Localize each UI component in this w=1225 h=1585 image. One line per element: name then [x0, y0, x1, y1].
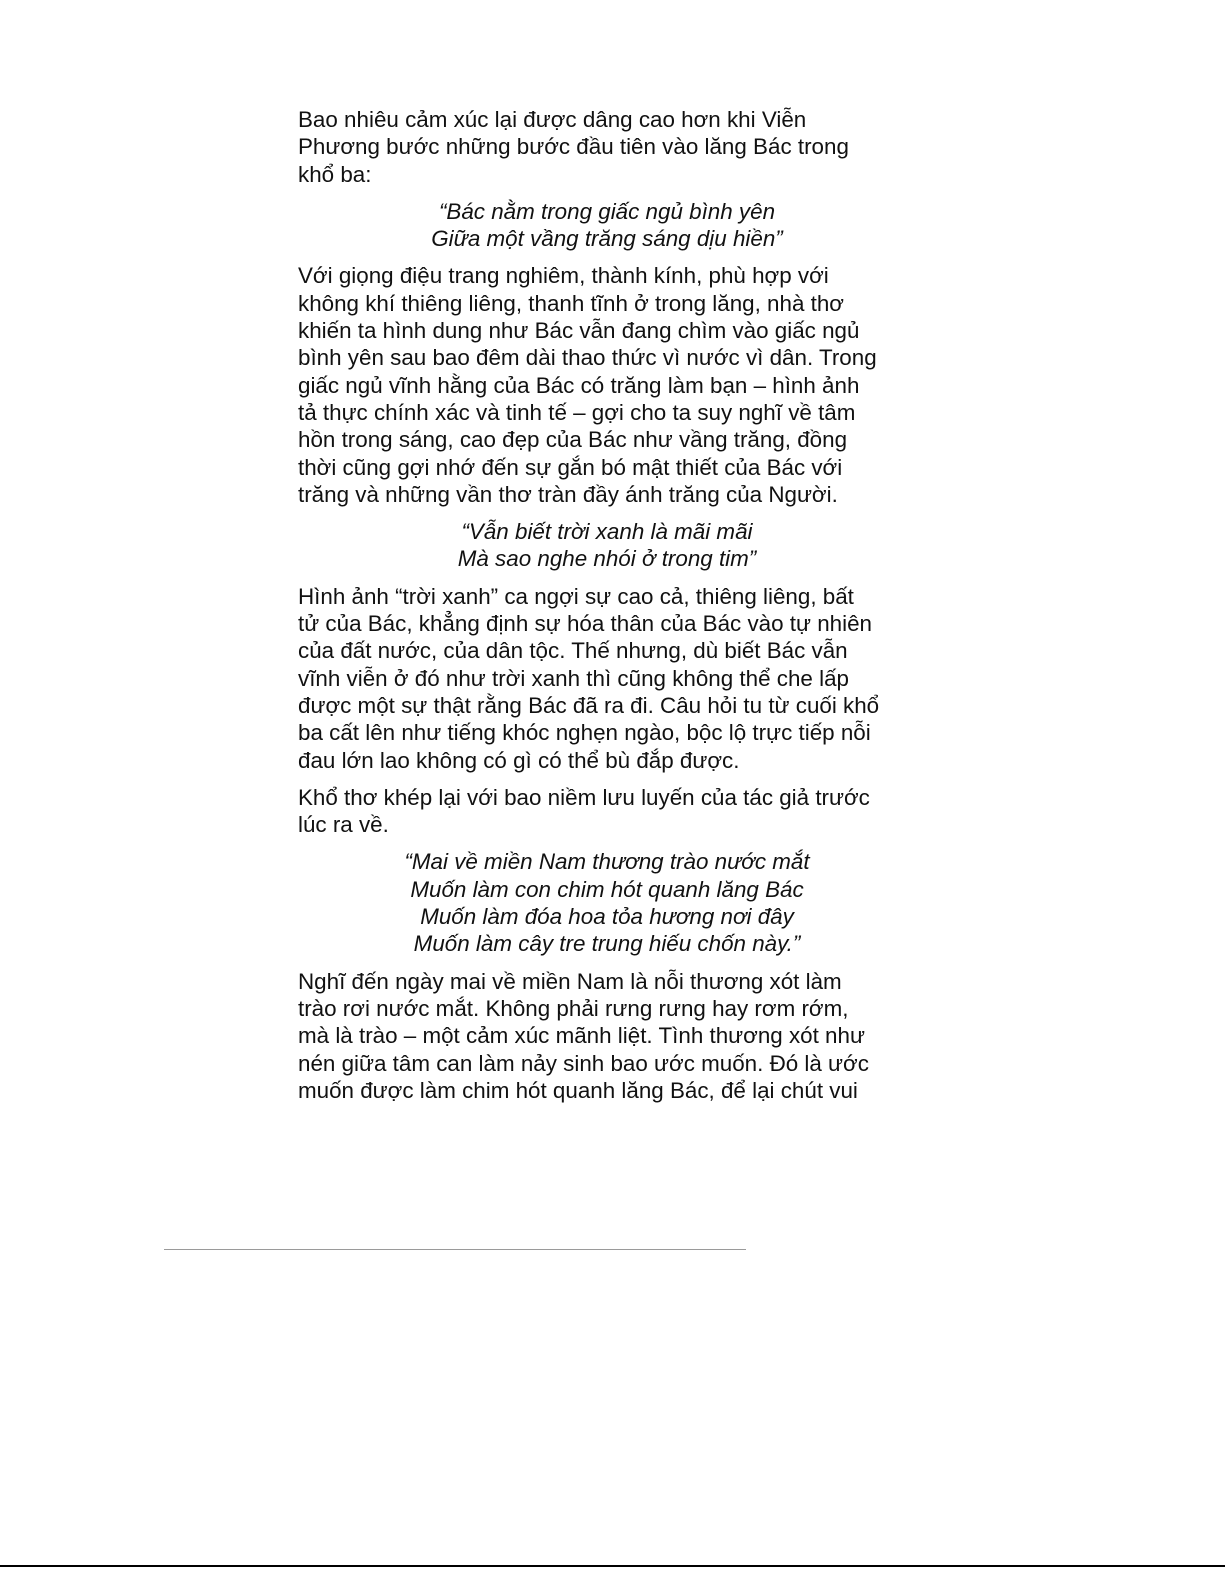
paragraph-analysis-3: Nghĩ đến ngày mai về miền Nam là nỗi thương xót làm trào rơi nước mắt. Không phải rưng rưng hay rơm rớm, mà là trào – một cảm xúc mãnh liệt. Tình thương xót như nén giữa tâm can làm nảy sinh bao ước muốn. Đó là ước muốn được làm chim hót quanh lăng Bác, để lại chút vui [298, 968, 869, 1103]
verse-line: Muốn làm đóa hoa tỏa hương nơi đây [420, 904, 794, 930]
verse-quote-2 [298, 518, 916, 573]
paragraph-analysis-1: Với giọng điệu trang nghiêm, thành kính, phù hợp với không khí thiêng liêng, thanh tĩnh ở trong lăng, nhà thơ khiến ta hình dung như Bác vẫn đang chìm vào giấc ngủ bình yên sau bao đêm dài thao thức vì nước vì dân. Trong giấc ngủ vĩnh hằng của Bác có trăng làm bạn – hình ảnh tả thực chính xác và tinh tế – gợi cho ta suy nghĩ về tâm hồn trong sáng, cao đẹp của Bác như vầng trăng, đồng thời cũng gợi nhớ đến sự gắn bó mật thiết của Bác với trăng và những vần thơ tràn đầy ánh trăng của Người. [298, 263, 877, 507]
verse-line: Muốn làm con chim hót quanh lăng Bác [410, 876, 804, 902]
verse-quote-3 [298, 848, 916, 957]
paragraph-intro: Bao nhiêu cảm xúc lại được dâng cao hơn khi Viễn Phương bước những bước đầu tiên vào lăng Bác trong khổ ba: [298, 107, 849, 187]
verse-line: “Mai về miền Nam thương trào nước mắt [404, 849, 810, 875]
body-text [298, 106, 938, 1114]
paragraph-analysis-2: Hình ảnh “trời xanh” ca ngợi sự cao cả, thiêng liêng, bất tử của Bác, khẳng định sự hóa thân của Bác vào tự nhiên của đất nước, của dân tộc. Thế nhưng, dù biết Bác vẫn vĩnh viễn ở đó như trời xanh thì cũng không thể che lấp được một sự thật rằng Bác đã ra đi. Câu hỏi tu từ cuối khổ ba cất lên như tiếng khóc nghẹn ngào, bộc lộ trực tiếp nỗi đau lớn lao không có gì có thể bù đắp được. [298, 583, 880, 773]
page-bottom-border [0, 1565, 1225, 1567]
verse-line: Muốn làm cây tre trung hiếu chốn này.” [413, 931, 801, 957]
verse-quote-1 [298, 198, 916, 253]
verse-line: “Vẫn biết trời xanh là mãi mãi [461, 519, 753, 545]
verse-line: Mà sao nghe nhói ở trong tim” [457, 546, 757, 572]
verse-line: Giữa một vầng trăng sáng dịu hiền” [431, 226, 783, 252]
paragraph-transition: Khổ thơ khép lại với bao niềm lưu luyến của tác giả trước lúc ra về. [298, 784, 870, 838]
footnote-separator [164, 1249, 746, 1250]
verse-line: “Bác nằm trong giấc ngủ bình yên [438, 198, 776, 224]
